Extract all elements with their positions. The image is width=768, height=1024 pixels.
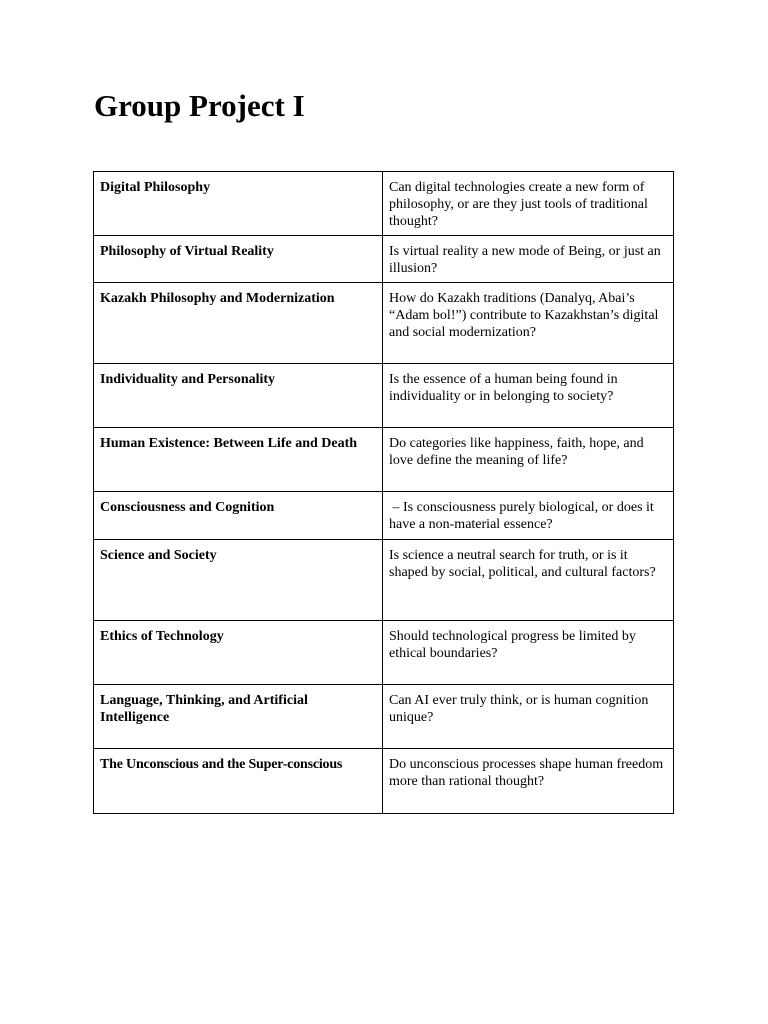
topic-cell: Human Existence: Between Life and Death <box>94 428 383 492</box>
topic-cell: Consciousness and Cognition <box>94 492 383 540</box>
question-cell: Is science a neutral search for truth, or is it shaped by social, political, and cultural factors? <box>383 540 674 621</box>
topic-cell: Digital Philosophy <box>94 172 383 236</box>
table-row <box>94 364 674 428</box>
question-cell: Is the essence of a human being found in individuality or in belonging to society? <box>383 364 674 428</box>
question-cell: Do unconscious processes shape human freedom more than rational thought? <box>383 749 674 814</box>
question-cell: – Is consciousness purely biological, or does it have a non-material essence? <box>383 492 674 540</box>
topic-cell: Individuality and Personality <box>94 364 383 428</box>
table-row <box>94 236 674 283</box>
table-row <box>94 172 674 236</box>
table-row <box>94 621 674 685</box>
question-cell: How do Kazakh traditions (Danalyq, Abai’s “Adam bol!”) contribute to Kazakhstan’s digital and social modernization? <box>383 283 674 364</box>
topic-cell: Ethics of Technology <box>94 621 383 685</box>
question-cell: Is virtual reality a new mode of Being, or just an illusion? <box>383 236 674 283</box>
table-row <box>94 749 674 814</box>
topic-cell: Philosophy of Virtual Reality <box>94 236 383 283</box>
topic-cell: Kazakh Philosophy and Modernization <box>94 283 383 364</box>
question-cell: Should technological progress be limited by ethical boundaries? <box>383 621 674 685</box>
topic-cell: Science and Society <box>94 540 383 621</box>
topics-table <box>93 171 674 814</box>
topic-cell: Language, Thinking, and Artificial Intelligence <box>94 685 383 749</box>
page-title: Group Project I <box>94 88 305 123</box>
topic-cell: The Unconscious and the Super-conscious <box>94 749 383 814</box>
table-row <box>94 685 674 749</box>
question-cell: Do categories like happiness, faith, hope, and love define the meaning of life? <box>383 428 674 492</box>
table-row <box>94 283 674 364</box>
question-cell: Can digital technologies create a new form of philosophy, or are they just tools of traditional thought? <box>383 172 674 236</box>
table-row <box>94 540 674 621</box>
table-row <box>94 428 674 492</box>
question-cell: Can AI ever truly think, or is human cognition unique? <box>383 685 674 749</box>
table-row <box>94 492 674 540</box>
